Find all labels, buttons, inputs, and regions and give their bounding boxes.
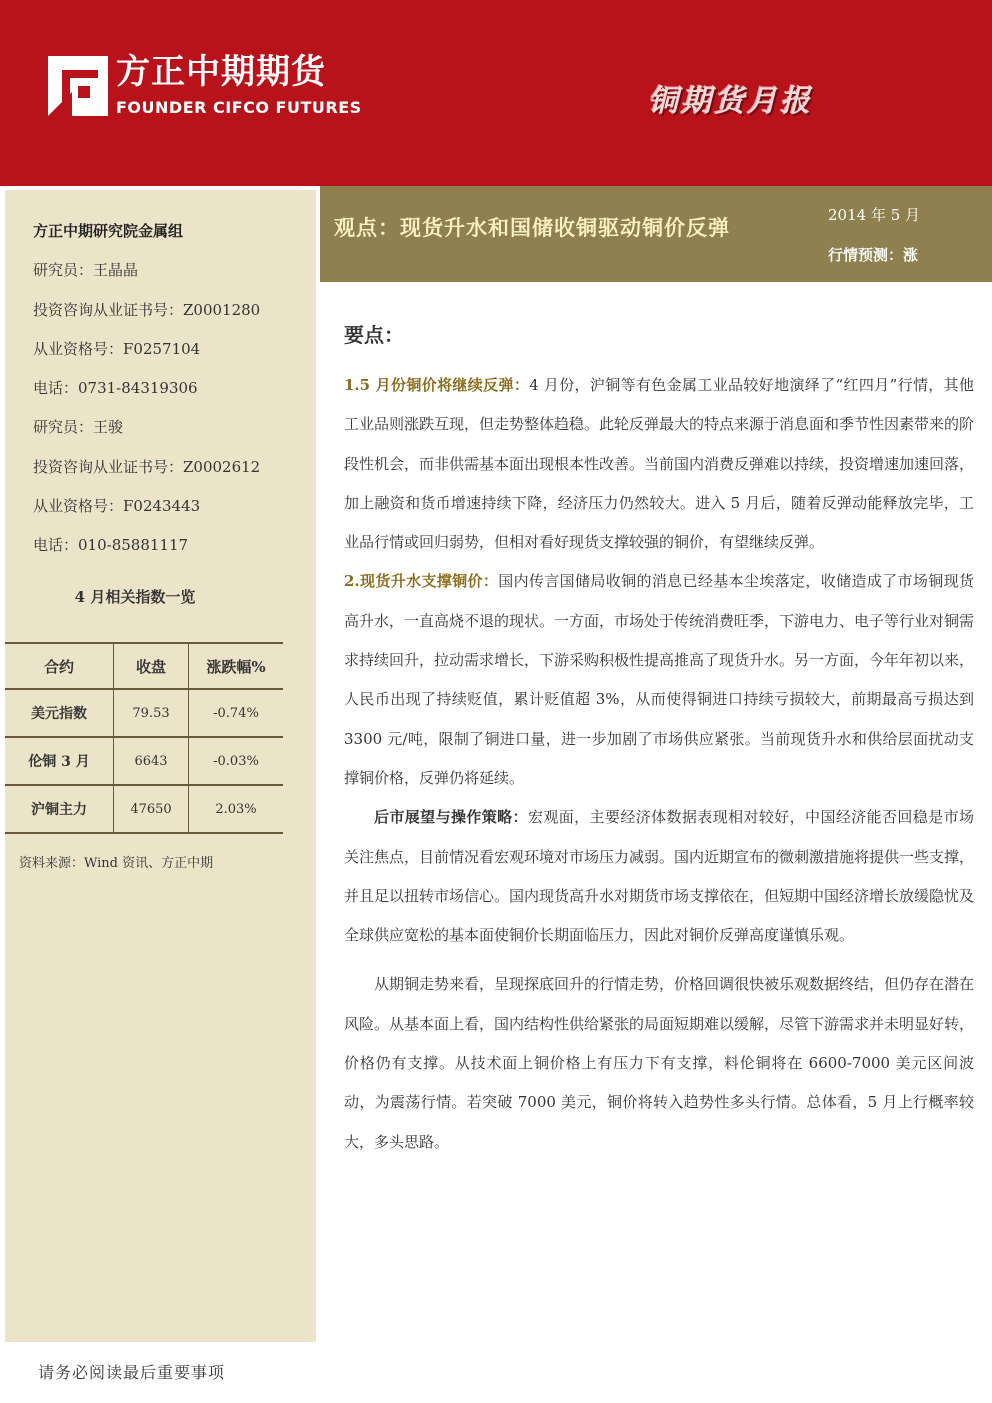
report-date: 2014 年 5 月 bbox=[828, 206, 921, 224]
author-line: 电话：0731-84319306 bbox=[33, 379, 198, 398]
table-cell: 79.53 bbox=[114, 689, 189, 737]
founder-logo-icon bbox=[48, 56, 108, 116]
paragraph-4 bbox=[344, 965, 974, 1161]
author-line: 电话：010-85881117 bbox=[33, 536, 189, 555]
logo-english: FOUNDER CIFCO FUTURES bbox=[116, 98, 362, 117]
paragraph-lead: 2.现货升水支撑铜价： bbox=[344, 572, 499, 591]
table-cell: 美元指数 bbox=[5, 689, 114, 737]
table-cell: 6643 bbox=[114, 737, 189, 785]
table-row bbox=[5, 737, 283, 785]
author-line: 投资咨询从业证书号：Z0001280 bbox=[33, 300, 261, 319]
report-title: 铜期货月报 bbox=[648, 84, 813, 119]
table-cell: -0.74% bbox=[189, 689, 284, 737]
table-cell: 47650 bbox=[114, 785, 189, 833]
author-block bbox=[33, 212, 313, 566]
table-header: 涨跌幅% bbox=[189, 643, 284, 689]
paragraph-2 bbox=[344, 562, 974, 798]
main-content bbox=[344, 318, 974, 1162]
table-row bbox=[5, 785, 283, 833]
author-line: 从业资格号：F0243443 bbox=[33, 497, 201, 516]
paragraph-lead: 1.5 月份铜价将继续反弹： bbox=[344, 376, 530, 394]
footer-note: 请务必阅读最后重要事项 bbox=[38, 1363, 226, 1382]
data-source: 资料来源：Wind 资讯、方正中期 bbox=[19, 856, 214, 871]
paragraph-body: 宏观面，主要经济体数据表现相对较好，中国经济能否回稳是市场关注焦点，目前情况看宏观环境对市场压力减弱。国内近期宣布的微刺激措施将提供一些支撑，并且足以扭转市场信心。国内现货高升水对期货市场支撑依在，但短期中国经济增长放缓隐忧及全球供应宽松的基本面使铜价长期面临压力，因此对铜价反弹高度谨慎乐观。 bbox=[344, 808, 975, 945]
index-table bbox=[5, 642, 283, 834]
paragraph-1 bbox=[344, 366, 974, 562]
paragraph-body: 4 月份，沪铜等有色金属工业品较好地演绎了“红四月”行情，其他工业品则涨跌互现，但走势整体趋稳。此轮反弹最大的特点来源于消息面和季节性因素带来的阶段性机会，而非供需基本面出现根本性改善。当前国内消费反弹难以持续，投资增速加速回落，加上融资和货币增速持续下降，经济压力仍然较大。进入 5 月后，随着反弹动能释放完毕，工业品行情或回归弱势，但相对看好现货支撑较强的铜价，有望继续反弹。 bbox=[344, 376, 975, 552]
viewpoint-banner bbox=[320, 186, 992, 282]
page-header bbox=[0, 0, 992, 186]
author-line: 投资咨询从业证书号：Z0002612 bbox=[33, 457, 261, 476]
sidebar bbox=[5, 190, 316, 1342]
paragraph-3 bbox=[344, 798, 974, 955]
author-line: 从业资格号：F0257104 bbox=[33, 339, 201, 358]
logo-chinese: 方正中期期货 bbox=[116, 52, 326, 92]
market-forecast: 行情预测：涨 bbox=[828, 246, 919, 264]
table-header-row bbox=[5, 643, 283, 689]
index-table-title: 4 月相关指数一览 bbox=[74, 588, 196, 606]
table-cell: 沪铜主力 bbox=[5, 785, 114, 833]
table-row bbox=[5, 689, 283, 737]
table-cell: -0.03% bbox=[189, 737, 284, 785]
author-line: 研究员：王晶晶 bbox=[33, 261, 139, 280]
table-header: 合约 bbox=[5, 643, 114, 689]
author-org: 方正中期研究院金属组 bbox=[33, 222, 184, 240]
paragraph-lead: 后市展望与操作策略： bbox=[374, 808, 528, 827]
viewpoint-title: 观点：现货升水和国储收铜驱动铜价反弹 bbox=[334, 215, 730, 240]
paragraph-body: 国内传言国储局收铜的消息已经基本尘埃落定，收储造成了市场铜现货高升水，一直高烧不退的现状。一方面，市场处于传统消费旺季，下游电力、电子等行业对铜需求持续回升，拉动需求增长，下游采购积极性提高推高了现货升水。另一方面，今年年初以来，人民币出现了持续贬值，累计贬值超 3%，从而使得铜进口持续亏损较大，前期最高亏损达到 3300 元/吨，限制了铜进口量，进一步加剧了市场供应紧张。当前现货升水和供给层面扰动支撑铜价格，反弹仍将延续。 bbox=[344, 572, 975, 787]
table-header: 收盘 bbox=[114, 643, 189, 689]
author-line: 研究员：王骏 bbox=[33, 418, 124, 437]
key-points-heading: 要点： bbox=[344, 323, 404, 347]
table-cell: 2.03% bbox=[189, 785, 284, 833]
table-cell: 伦铜 3 月 bbox=[5, 737, 114, 785]
paragraph-body: 从期铜走势来看，呈现探底回升的行情走势，价格回调很快被乐观数据终结，但仍存在潜在风险。从基本面上看，国内结构性供给紧张的局面短期难以缓解，尽管下游需求并未明显好转，价格仍有支撑。从技术面上铜价格上有压力下有支撑，料伦铜将在 6600-7000 美元区间波动，为震荡行情。若突破 7000 美元，铜价将转入趋势性多头行情。总体看，5 月上行概率较大，多头思路。 bbox=[344, 975, 975, 1151]
